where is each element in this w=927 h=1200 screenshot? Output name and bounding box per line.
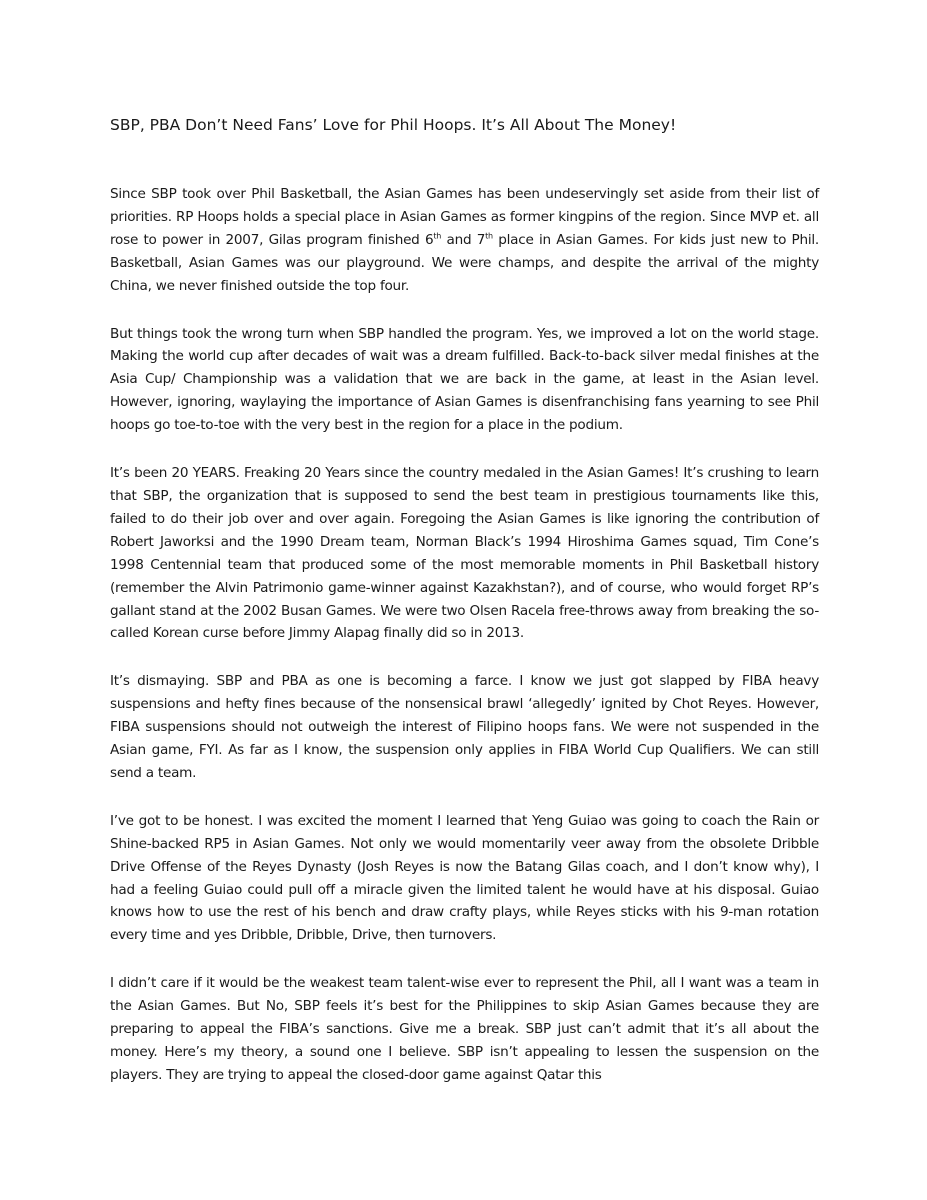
ordinal-suffix-1: th bbox=[433, 231, 442, 241]
paragraph-6: I didn’t care if it would be the weakest team talent-wise ever to represent the Phil, all I want was a team in the Asian Games. But No, SBP feels it’s best for the Philippines to skip Asian Games because they are preparing to appeal the FIBA’s sanctions. Give me a break. SBP just can’t admit that it’s all about the money. Here’s my theory, a sound one I believe. SBP isn’t appealing to lessen the suspension on the players. They are trying to appeal the closed-door game against Qatar this bbox=[110, 975, 819, 1083]
paragraph-5: I’ve got to be honest. I was excited the moment I learned that Yeng Guiao was going to coach the Rain or Shine-backed RP5 in Asian Games. Not only we would momentarily veer away from the obsolete Dribble Drive Offense of the Reyes Dynasty (Josh Reyes is now the Batang Gilas coach, and I don’t know why), I had a feeling Guiao could pull off a miracle given the limited talent he would have at his disposal. Guiao knows how to use the rest of his bench and draw crafty plays, while Reyes sticks with his 9-man rotation every time and yes Dribble, Dribble, Drive, then turnovers. bbox=[110, 812, 819, 944]
paragraph-1-part-c: place in Asian Games. For kids just new to Phil. Basketball, Asian Games was our playground. We were champs, and despite the arrival of the mighty China, we never finished outside the top four. bbox=[110, 231, 819, 294]
article-title: SBP, PBA Don’t Need Fans’ Love for Phil Hoops. It’s All About The Money! bbox=[110, 116, 677, 134]
paragraph-3: It’s been 20 YEARS. Freaking 20 Years since the country medaled in the Asian Games! It’s crushing to learn that SBP, the organization that is supposed to send the best team in prestigious tournaments like this, failed to do their job over and over again. Foregoing the Asian Games is like ignoring the contribution of Robert Jaworksi and the 1990 Dream team, Norman Black’s 1994 Hiroshima Games squad, Tim Cone’s 1998 Centennial team that produced some of the most memorable moments in Phil Basketball history (remember the Alvin Patrimonio game-winner against Kazakhstan?), and of course, who would forget RP’s gallant stand at the 2002 Busan Games. We were two Olsen Racela free-throws away from breaking the so-called Korean curse before Jimmy Alapag finally did so in 2013. bbox=[110, 465, 819, 642]
paragraph-4: It’s dismaying. SBP and PBA as one is becoming a farce. I know we just got slapped by FIBA heavy suspensions and hefty fines because of the nonsensical brawl ‘allegedly’ ignited by Chot Reyes. However, FIBA suspensions should not outweigh the interest of Filipino hoops fans. We were not suspended in the Asian game, FYI. As far as I know, the suspension only applies in FIBA World Cup Qualifiers. We can still send a team. bbox=[110, 673, 819, 781]
paragraph-1 bbox=[110, 183, 819, 298]
paragraph-1-part-a: Since SBP took over Phil Basketball, the Asian Games has been undeservingly set aside from their list of priorities. RP Hoops holds a special place in Asian Games as former kingpins of the region. Since MVP et. all rose to power in 2007, Gilas program finished 6 bbox=[110, 186, 819, 248]
article-body bbox=[110, 183, 819, 1112]
paragraph-1-part-b: and 7 bbox=[441, 231, 486, 248]
ordinal-suffix-2: th bbox=[485, 231, 493, 241]
paragraph-2: But things took the wrong turn when SBP handled the program. Yes, we improved a lot on the world stage. Making the world cup after decades of wait was a dream fulfilled. Back-to-back silver medal finishes at the Asia Cup/ Championship was a validation that we are back in the game, at least in the Asian level. However, ignoring, waylaying the importance of Asian Games is disenfranchising fans yearning to see Phil hoops go toe-to-toe with the very best in the region for a place in the podium. bbox=[110, 325, 819, 434]
